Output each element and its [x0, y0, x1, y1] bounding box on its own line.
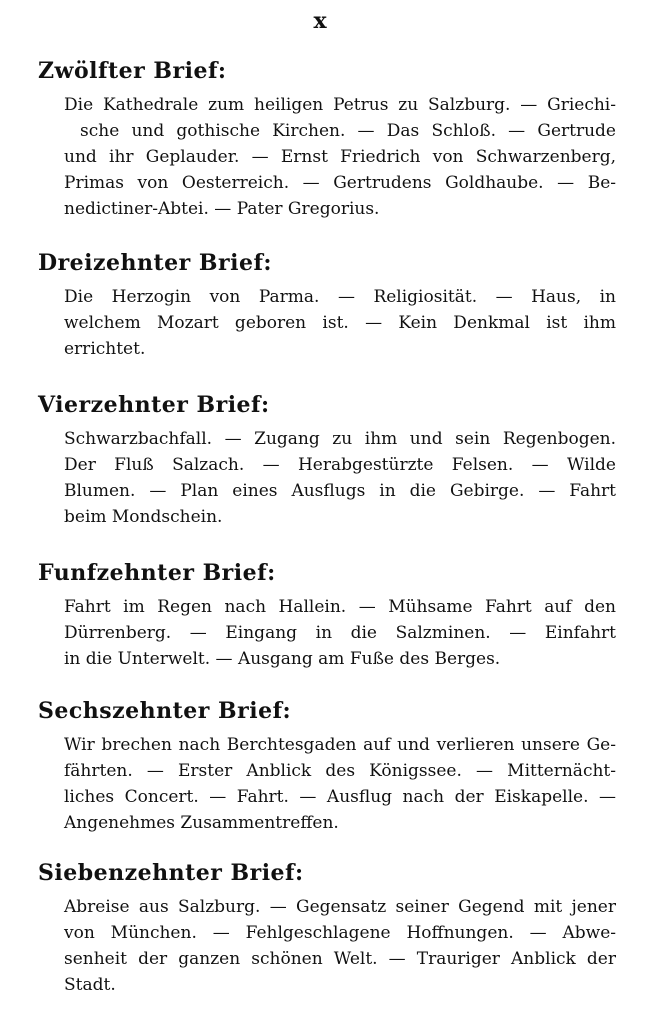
letter-summary	[64, 594, 616, 672]
summary-line: welchem Mozart geboren ist. — Kein Denkmal ist ihm	[64, 313, 616, 333]
summary-line: Wir brechen nach Berchtesgaden auf und verlieren unsere Ge-	[64, 735, 616, 755]
letter-heading: Funfzehnter Brief:	[38, 560, 276, 586]
summary-line: Der Fluß Salzach. — Herabgestürzte Felsen. — Wilde	[64, 455, 616, 475]
summary-line: Fahrt im Regen nach Hallein. — Mühsame Fahrt auf den	[64, 597, 616, 617]
summary-line: errichtet.	[64, 339, 146, 359]
page-number: x	[313, 8, 327, 34]
summary-line: Die Herzogin von Parma. — Religiosität. — Haus, in	[64, 287, 616, 307]
summary-line: senheit der ganzen schönen Welt. — Trauriger Anblick der	[64, 949, 616, 969]
summary-line: liches Concert. — Fahrt. — Ausflug nach der Eiskapelle. —	[64, 787, 616, 807]
summary-line: Primas von Oesterreich. — Gertrudens Goldhaube. — Be-	[64, 173, 616, 193]
summary-line: beim Mondschein.	[64, 507, 223, 527]
letter-summary	[64, 732, 616, 836]
summary-line: Die Kathedrale zum heiligen Petrus zu Salzburg. — Griechi-	[64, 95, 616, 115]
summary-line: nedictiner-Abtei. — Pater Gregorius.	[64, 199, 380, 219]
summary-line: in die Unterwelt. — Ausgang am Fuße des Berges.	[64, 649, 501, 669]
letter-heading: Zwölfter Brief:	[38, 58, 227, 84]
letter-summary	[64, 284, 616, 362]
summary-line: Stadt.	[64, 975, 116, 995]
letter-summary	[64, 92, 616, 222]
summary-line: Abreise aus Salzburg. — Gegensatz seiner Gegend mit jener	[64, 897, 616, 917]
summary-line: fährten. — Erster Anblick des Königssee. — Mitternächt-	[64, 761, 616, 781]
summary-line: sche und gothische Kirchen. — Das Schloß. — Gertrude	[80, 121, 616, 141]
letter-heading: Siebenzehnter Brief:	[38, 860, 304, 886]
letter-heading: Vierzehnter Brief:	[38, 392, 270, 418]
summary-line: und ihr Geplauder. — Ernst Friedrich von Schwarzenberg,	[64, 147, 616, 167]
letter-heading: Sechszehnter Brief:	[38, 698, 292, 724]
summary-line: Dürrenberg. — Eingang in die Salzminen. — Einfahrt	[64, 623, 616, 643]
letter-summary	[64, 426, 616, 530]
summary-line: von München. — Fehlgeschlagene Hoffnungen. — Abwe-	[64, 923, 616, 943]
summary-line: Blumen. — Plan eines Ausflugs in die Gebirge. — Fahrt	[64, 481, 616, 501]
letter-heading: Dreizehnter Brief:	[38, 250, 273, 276]
summary-line: Schwarzbachfall. — Zugang zu ihm und sein Regenbogen.	[64, 429, 616, 449]
letter-summary	[64, 894, 616, 998]
summary-line: Angenehmes Zusammentreffen.	[64, 813, 339, 833]
